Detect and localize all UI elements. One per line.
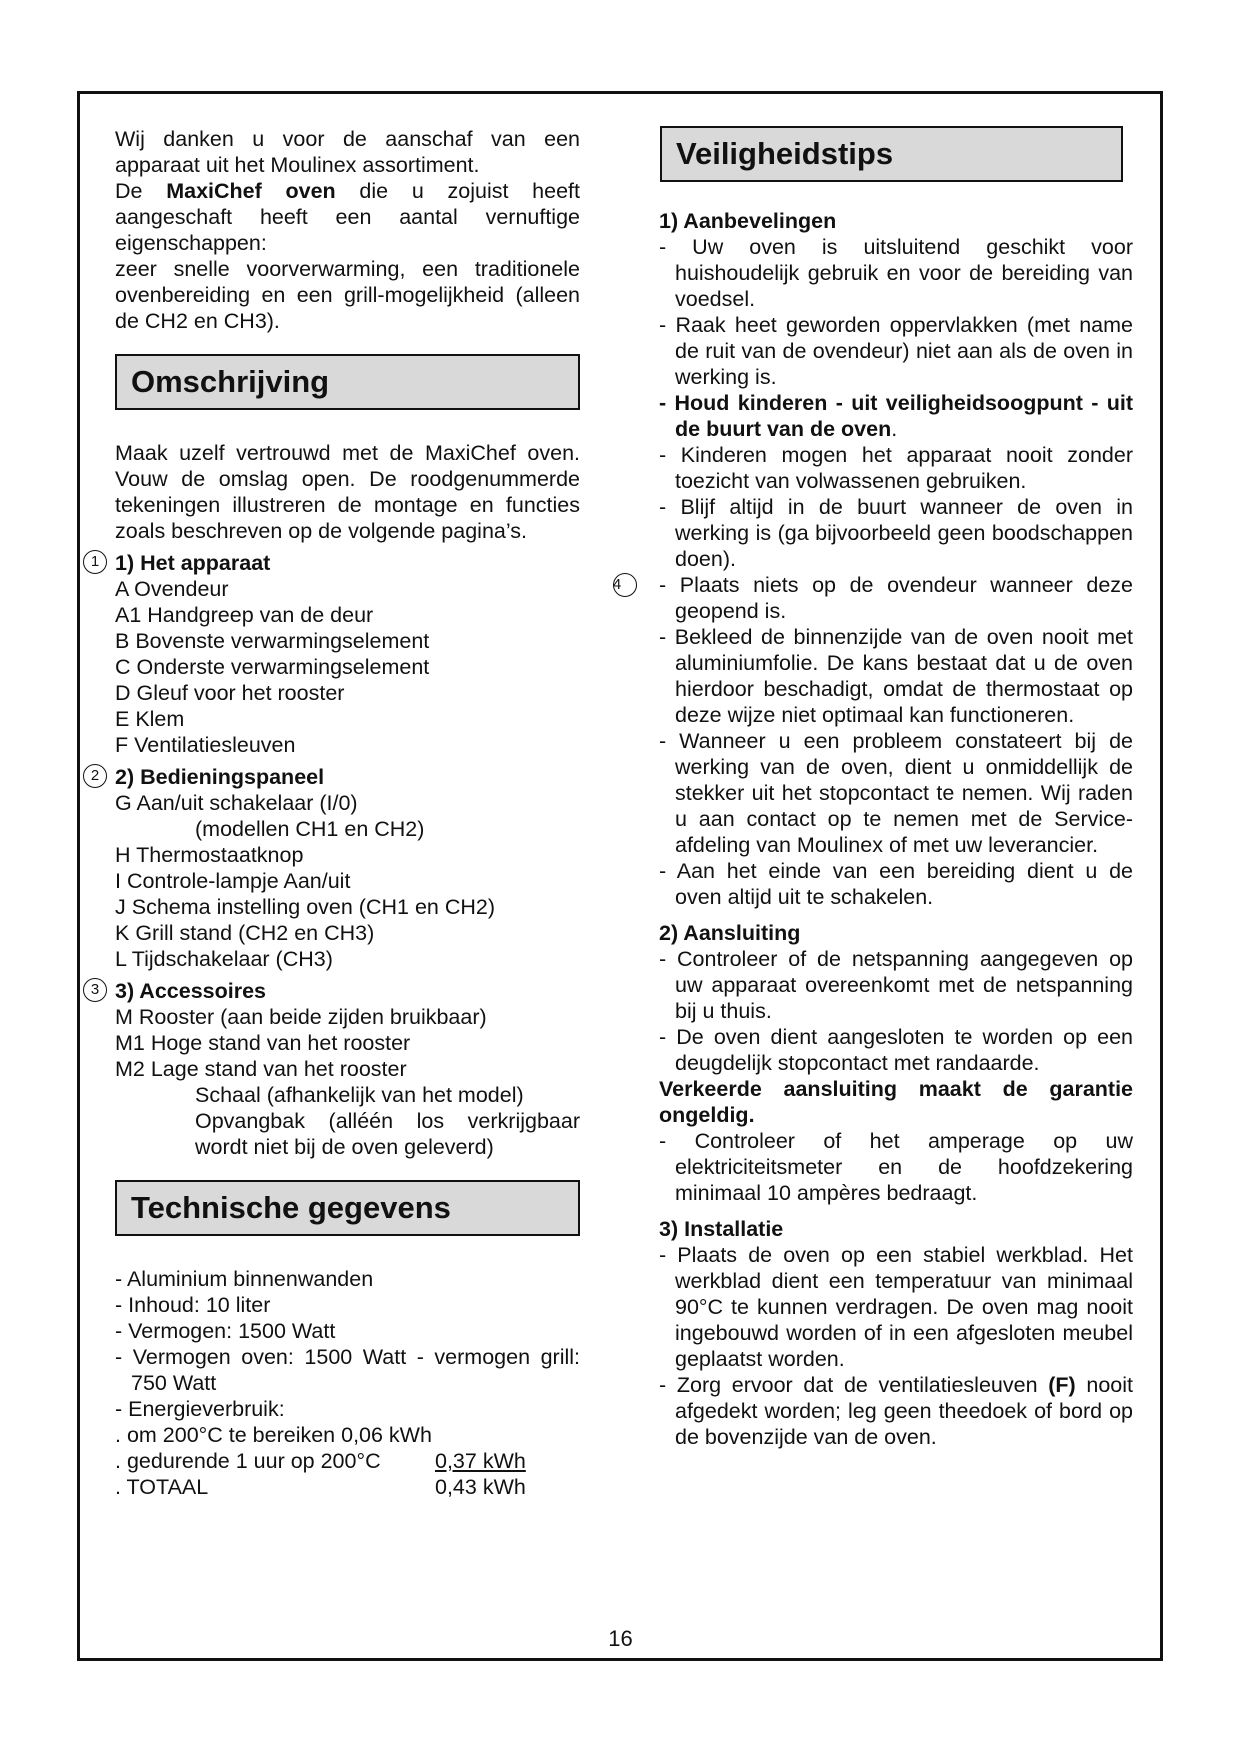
list-item: M2 Lage stand van het rooster	[115, 1057, 407, 1081]
bullet-item: - Blijf altijd in de buurt wanneer de oven in werking is (ga bijvoorbeeld geen boodschappen doen).	[659, 495, 1133, 571]
bullet-item: - Kinderen mogen het apparaat nooit zonder toezicht van volwassenen gebruiken.	[659, 443, 1133, 493]
bullet-item: - Controleer of het amperage op uw elektriciteitsmeter en de hoofdzekering minimaal 10 ampères bedraagt.	[659, 1129, 1133, 1205]
tech-list	[115, 1266, 580, 1500]
ref-f: (F)	[1048, 1373, 1076, 1397]
section-title-text: 2) Bedieningspaneel	[115, 765, 325, 789]
tech-row-label: . gedurende 1 uur op 200°C	[115, 1449, 381, 1473]
tech-item: - Aluminium binnenwanden	[115, 1267, 374, 1291]
section-title	[90, 978, 580, 1004]
tech-item: - Inhoud: 10 liter	[115, 1293, 271, 1317]
section-title-text: 3) Accessoires	[115, 979, 266, 1003]
tech-row-value: 0,37 kWh	[435, 1449, 526, 1473]
bullet-item: - Aan het einde van een bereiding dient u de oven altijd uit te schakelen.	[659, 859, 1133, 909]
right-column	[612, 126, 1133, 1450]
tech-item: - Vermogen: 1500 Watt	[115, 1319, 336, 1343]
marker-circle: 2	[83, 764, 107, 788]
list-item: F Ventilatiesleuven	[115, 733, 296, 757]
tech-row	[115, 1448, 580, 1474]
list-item: (modellen CH1 en CH2)	[195, 817, 425, 841]
list-item: Schaal (afhankelijk van het model)	[195, 1083, 524, 1107]
warranty-warning: Verkeerde aansluiting maakt de garantie ongeldig.	[659, 1077, 1133, 1127]
product-name: MaxiChef oven	[166, 179, 336, 203]
list-item: D Gleuf voor het rooster	[115, 681, 345, 705]
list-item: M1 Hoge stand van het rooster	[115, 1031, 411, 1055]
bullet-text: - Zorg ervoor dat de ventilatiesleuven	[659, 1373, 1049, 1397]
list-item: H Thermostaatknop	[115, 843, 304, 867]
warning-end: .	[891, 417, 898, 441]
tech-item: - Energieverbruik:	[115, 1397, 285, 1421]
left-column	[90, 126, 580, 1500]
bullet-text: nooit afgedekt worden; leg geen theedoek of bord op de bovenzijde van de oven.	[675, 1373, 1133, 1449]
page-number: 16	[608, 1626, 633, 1651]
tech-row-value: 0,43 kWh	[435, 1475, 526, 1499]
section-bedieningspaneel	[90, 764, 580, 972]
list-item: G Aan/uit schakelaar (I/0)	[115, 791, 358, 815]
marker-circle: 3	[83, 978, 107, 1002]
list-item: L Tijdschakelaar (CH3)	[115, 947, 333, 971]
list-item: K Grill stand (CH2 en CH3)	[115, 921, 375, 945]
list-item: E Klem	[115, 707, 185, 731]
intro-p2-pre: De	[115, 179, 167, 203]
marker-circle: 1	[83, 550, 107, 574]
bullet-item: - Raak heet geworden oppervlakken (met name de ruit van de ovendeur) niet aan als de oven in werking is.	[659, 313, 1133, 389]
bullet-item: - Controleer of de netspanning aangegeven op uw apparaat overeenkomt met de netspanning bij u thuis.	[659, 947, 1133, 1023]
bullet-item: - Wanneer u een probleem constateert bij de werking van de oven, dient u onmiddellijk de stekker uit het stopcontact te nemen. Wij raden u aan contact op te nemen met de Service-afdeling van Moulinex of met uw leverancier.	[659, 729, 1133, 857]
tech-row-label: . TOTAAL	[115, 1475, 209, 1499]
section-title	[90, 764, 580, 790]
bullet-item: - De oven dient aangesloten te worden op een deugdelijk stopcontact met randaarde.	[659, 1025, 1133, 1075]
section-title-text: 1) Het apparaat	[115, 551, 271, 575]
omschrijving-heading: Omschrijving	[115, 354, 580, 410]
tech-row	[115, 1474, 580, 1500]
omschrijving-intro: Maak uzelf vertrouwd met de MaxiChef oven. Vouw de omslag open. De roodgenummerde tekeningen illustreren de montage en functies zoals beschreven op de volgende pagina’s.	[115, 441, 580, 543]
list-item: J Schema instelling oven (CH1 en CH2)	[115, 895, 495, 919]
list-item: I Controle-lampje Aan/uit	[115, 869, 351, 893]
list-item: Opvangbak (alléén los verkrijgbaar wordt niet bij de oven geleverd)	[195, 1109, 580, 1159]
bullet-item	[659, 1372, 1133, 1450]
intro-paragraph-1: Wij danken u voor de aanschaf van een apparaat uit het Moulinex assortiment.	[115, 127, 580, 177]
aanbevelingen-title: 1) Aanbevelingen	[659, 209, 837, 233]
bullet-item-warning	[659, 390, 1133, 442]
warning-text: - Houd kinderen - uit veiligheidsoogpunt - uit de buurt van de oven	[659, 391, 1133, 441]
tech-item: . om 200°C te bereiken 0,06 kWh	[115, 1423, 432, 1447]
bullet-item	[612, 572, 1133, 624]
list-item: M Rooster (aan beide zijden bruikbaar)	[115, 1005, 487, 1029]
marker-circle: 4	[613, 573, 637, 597]
list-item: C Onderste verwarmingselement	[115, 655, 430, 679]
intro-p2-post: die u zojuist heeft aangeschaft heeft een aantal vernuftige eigenschappen:	[115, 179, 580, 255]
technische-gegevens-heading: Technische gegevens	[115, 1180, 580, 1236]
intro-paragraph-2	[115, 178, 580, 256]
intro-paragraph-3: zeer snelle voorverwarming, een traditionele ovenbereiding en een grill-mogelijkheid (alleen de CH2 en CH3).	[115, 257, 580, 333]
tech-item: - Vermogen oven: 1500 Watt - vermogen grill: 750 Watt	[115, 1345, 580, 1395]
list-item: A1 Handgreep van de deur	[115, 603, 374, 627]
aansluiting-title: 2) Aansluiting	[659, 921, 801, 945]
installatie-title: 3) Installatie	[659, 1217, 784, 1241]
bullet-item: - Bekleed de binnenzijde van de oven nooit met aluminiumfolie. De kans bestaat dat u de oven hierdoor beschadigt, omdat de thermostaat op deze wijze niet optimaal kan functioneren.	[659, 625, 1133, 727]
veiligheidstips-heading: Veiligheidstips	[660, 126, 1123, 182]
section-accessoires	[90, 978, 580, 1160]
bullet-item: - Plaats de oven op een stabiel werkblad. Het werkblad dient een temperatuur van minimaal 90°C te kunnen verdragen. De oven mag nooit ingebouwd worden of in een afgesloten meubel geplaatst worden.	[659, 1243, 1133, 1371]
bullet-item: - Uw oven is uitsluitend geschikt voor huishoudelijk gebruik en voor de bereiding van voedsel.	[659, 235, 1133, 311]
section-het-apparaat	[90, 550, 580, 758]
list-item: B Bovenste verwarmingselement	[115, 629, 430, 653]
bullet-text: - Plaats niets op de ovendeur wanneer deze geopend is.	[659, 573, 1133, 623]
list-item: A Ovendeur	[115, 577, 229, 601]
section-title	[90, 550, 580, 576]
